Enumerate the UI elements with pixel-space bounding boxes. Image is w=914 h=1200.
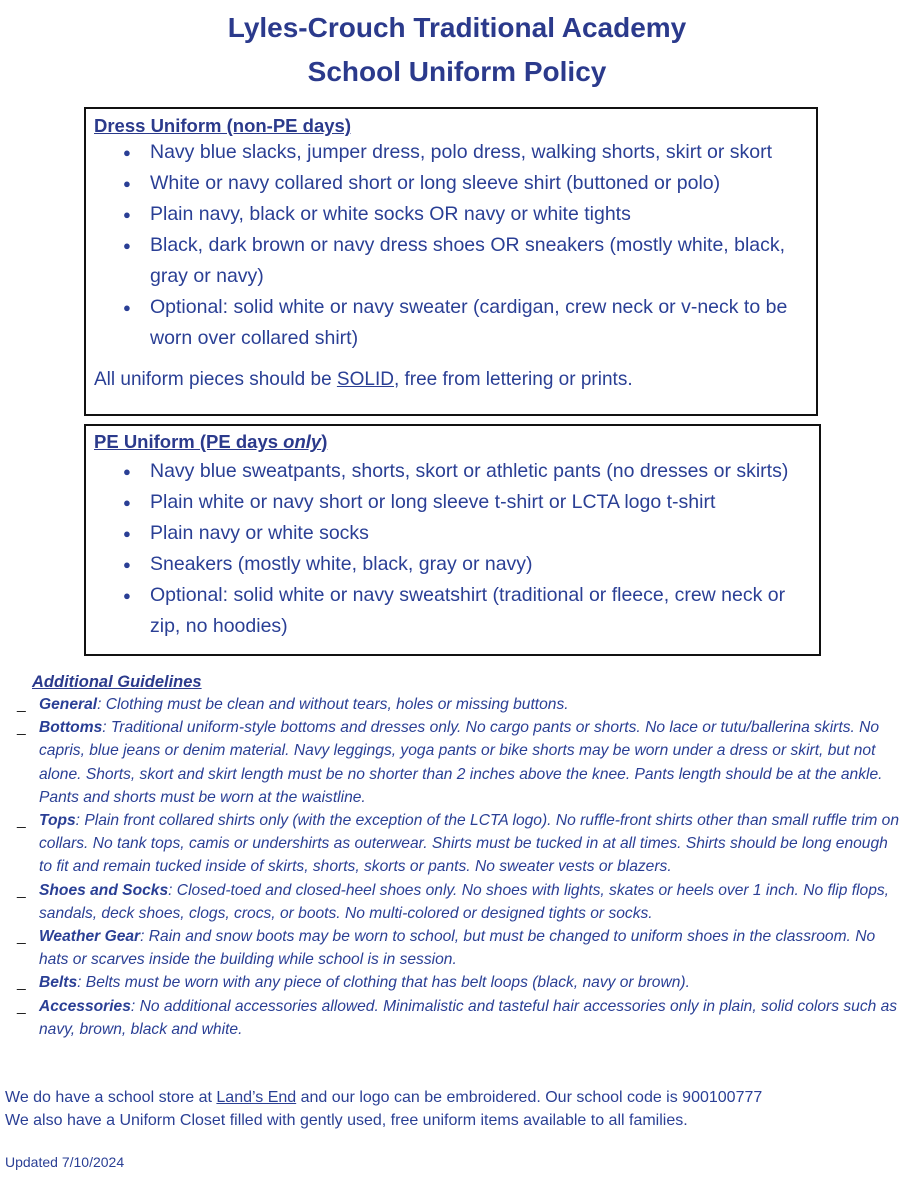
dress-uniform-list [86, 137, 816, 354]
guideline-bottoms [0, 716, 914, 809]
pe-heading-end: ) [321, 431, 328, 452]
list-item: ● Optional: solid white or navy sweater (cardigan, crew neck or v-neck to be worn over collared shirt) [86, 292, 816, 354]
guideline-accessories [0, 995, 914, 1041]
guideline-tops [0, 809, 914, 879]
guideline-general [0, 693, 914, 716]
guideline-label: Tops [39, 812, 76, 830]
guideline-text: : Traditional uniform-style bottoms and dresses only. No cargo pants or shorts. No lace or tutu/ballerina skirts. No capris, blue jeans or denim material. Navy leggings, yoga pants or bike shorts may be worn under a dress or skirt, but not alone. Shorts, skort and skirt length must be no shorter than 2 inches above the knee. Pants length should be at the ankle. Pants and shorts must be worn at the waistline. [39, 719, 883, 806]
guideline-shoes-socks [0, 879, 914, 925]
pe-heading-emphasis: only [283, 431, 322, 452]
guideline-text: : Plain front collared shirts only (with the exception of the LCTA logo). No ruffle-front shirts other than small ruffle trim on collars. No tank tops, camis or undershirts as outerwear. Shirts must be tucked in at all times. Shirts should be long enough to fit and remain tucked inside of skirts, shorts, skorts or pants. No sweater vests or blazers. [39, 812, 900, 876]
additional-guidelines-heading: Additional Guidelines [32, 673, 202, 691]
guideline-text: : Clothing must be clean and without tears, holes or missing buttons. [97, 696, 569, 713]
guideline-label: General [39, 696, 98, 713]
list-item: ● White or navy collared short or long sleeve shirt (buttoned or polo) [86, 168, 816, 199]
lands-end-link[interactable]: Land’s End [216, 1089, 297, 1106]
guideline-label: Belts [39, 974, 78, 992]
list-item: ● Plain navy or white socks [86, 518, 819, 549]
guideline-label: Weather Gear [39, 928, 141, 946]
guideline-label: Bottoms [39, 719, 103, 737]
uniform-closet-note: We also have a Uniform Closet filled with gently used, free uniform items available to all families. [5, 1112, 688, 1129]
list-item: ● Navy blue sweatpants, shorts, skort or athletic pants (no dresses or skirts) [86, 456, 819, 487]
list-item: ● Optional: solid white or navy sweatshirt (traditional or fleece, crew neck or zip, no hoodies) [86, 580, 819, 642]
list-item: ● Plain navy, black or white socks OR navy or white tights [86, 199, 816, 230]
list-item: ● Navy blue slacks, jumper dress, polo dress, walking shorts, skirt or skort [86, 137, 816, 168]
guideline-text: : Closed-toed and closed-heel shoes only. No shoes with lights, skates or heels over 1 inch. No flip flops, sandals, deck shoes, clogs, crocs, or boots. No multi-colored or designed tights or socks. [39, 881, 890, 922]
policy-title: School Uniform Policy [307, 56, 607, 87]
dress-uniform-heading: Dress Uniform (non-PE days) [94, 115, 351, 136]
store-text: We do have a school store at [5, 1089, 217, 1106]
guidelines-list [0, 693, 914, 1041]
pe-uniform-list [86, 456, 819, 642]
school-store-note [5, 1089, 762, 1107]
guideline-text: : Rain and snow boots may be worn to school, but must be changed to uniform shoes in the classroom. No hats or scarves inside the building while school is in session. [39, 928, 876, 969]
guideline-weather-gear [0, 925, 914, 971]
pe-uniform-box [84, 424, 821, 656]
list-item: ● Plain white or navy short or long sleeve t-shirt or LCTA logo t-shirt [86, 487, 819, 518]
guideline-label: Shoes and Socks [39, 881, 169, 899]
guideline-text: : Belts must be worn with any piece of clothing that has belt loops (black, navy or brown). [77, 974, 690, 992]
note-emphasis: SOLID [336, 369, 394, 390]
solid-note [94, 369, 633, 391]
dress-uniform-box [84, 107, 818, 416]
store-text-end: and our logo can be embroidered. Our school code is 900100777 [296, 1089, 763, 1106]
school-name-title: Lyles-Crouch Traditional Academy [227, 12, 687, 43]
guideline-belts [0, 971, 914, 994]
guideline-label: Accessories [39, 997, 131, 1015]
note-text-end: , free from lettering or prints. [393, 369, 633, 390]
updated-date: Updated 7/10/2024 [5, 1154, 125, 1170]
pe-heading-text: PE Uniform (PE days [94, 431, 284, 452]
guideline-text: : No additional accessories allowed. Minimalistic and tasteful hair accessories only in plain, solid colors such as navy, brown, black and white. [39, 997, 898, 1038]
note-text: All uniform pieces should be [94, 369, 337, 390]
list-item: ● Sneakers (mostly white, black, gray or navy) [86, 549, 819, 580]
pe-uniform-heading [94, 431, 327, 453]
list-item: ● Black, dark brown or navy dress shoes OR sneakers (mostly white, black, gray or navy) [86, 230, 816, 292]
